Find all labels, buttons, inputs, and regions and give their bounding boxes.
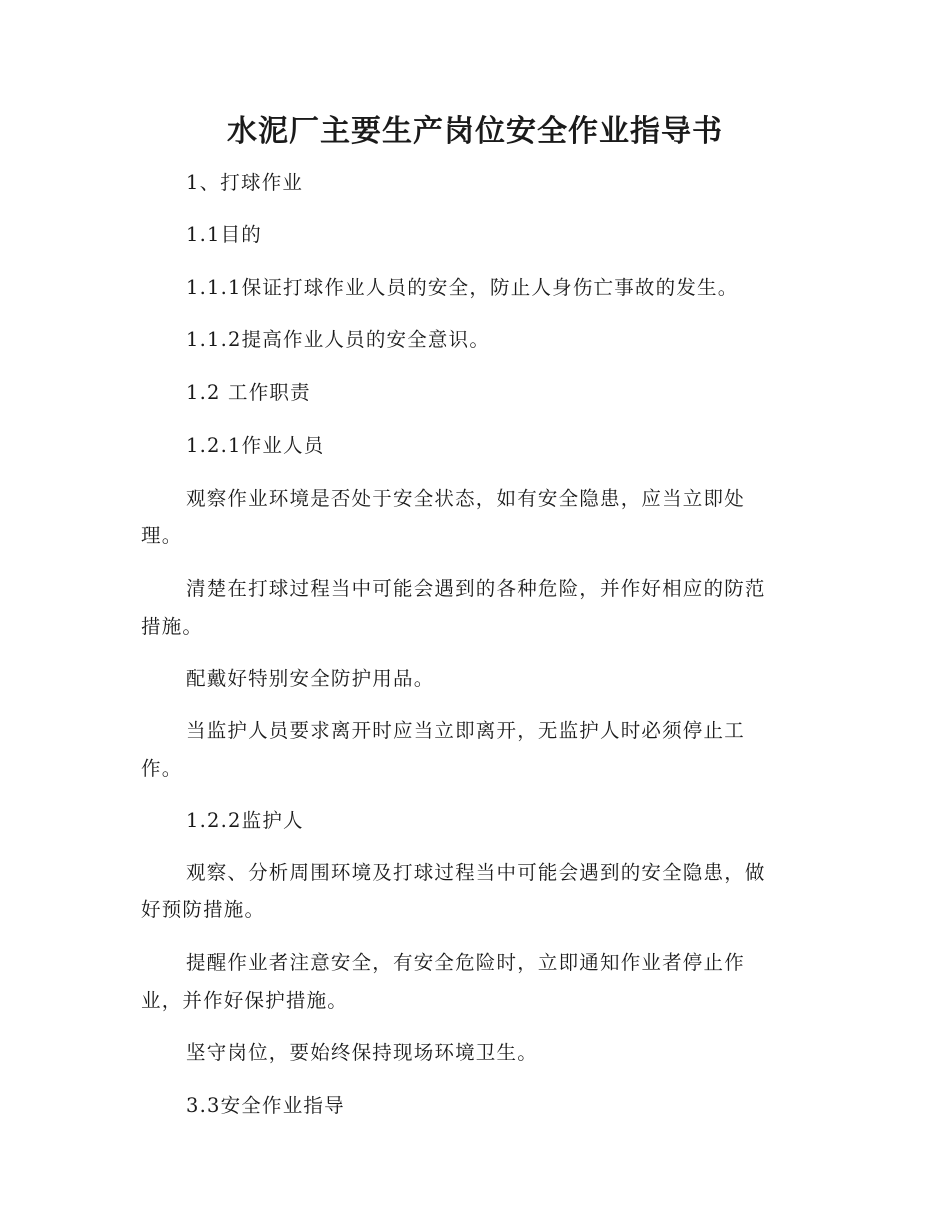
- section-heading-1: 1、打球作业: [186, 171, 304, 194]
- paragraph-1-1-1: 1.1.1保证打球作业人员的安全，防止人身伤亡事故的发生。: [186, 276, 739, 299]
- section-heading-1-2: 1.2 工作职责: [186, 381, 311, 404]
- section-heading-1-1: 1.1目的: [186, 223, 263, 246]
- paragraph-line: 坚守岗位，要始终保持现场环境卫生。: [186, 1041, 538, 1064]
- paragraph-line: 当监护人员要求离开时应当立即离开，无监护人时必须停止工: [186, 719, 745, 742]
- paragraph-line: 清楚在打球过程当中可能会遇到的各种危险，并作好相应的防范: [186, 577, 766, 600]
- section-heading-1-2-2: 1.2.2监护人: [186, 809, 304, 832]
- paragraph-line: 理。: [141, 524, 183, 547]
- paragraph-line: 业，并作好保护措施。: [141, 989, 349, 1012]
- paragraph-line: 提醒作业者注意安全，有安全危险时，立即通知作业者停止作: [186, 951, 745, 974]
- paragraph-line: 观察作业环境是否处于安全状态，如有安全隐患，应当立即处: [186, 487, 745, 510]
- paragraph-line: 配戴好特别安全防护用品。: [186, 667, 435, 690]
- section-heading-1-2-1: 1.2.1作业人员: [186, 434, 325, 457]
- section-heading-3-3: 3.3安全作业指导: [186, 1094, 345, 1117]
- paragraph-line: 好预防措施。: [141, 898, 266, 921]
- paragraph-line: 观察、分析周围环境及打球过程当中可能会遇到的安全隐患，做: [186, 861, 766, 884]
- paragraph-1-1-2: 1.1.2提高作业人员的安全意识。: [186, 328, 491, 351]
- document-title: 水泥厂主要生产岗位安全作业指导书: [227, 114, 723, 149]
- paragraph-line: 作。: [141, 757, 183, 780]
- paragraph-line: 措施。: [141, 615, 204, 638]
